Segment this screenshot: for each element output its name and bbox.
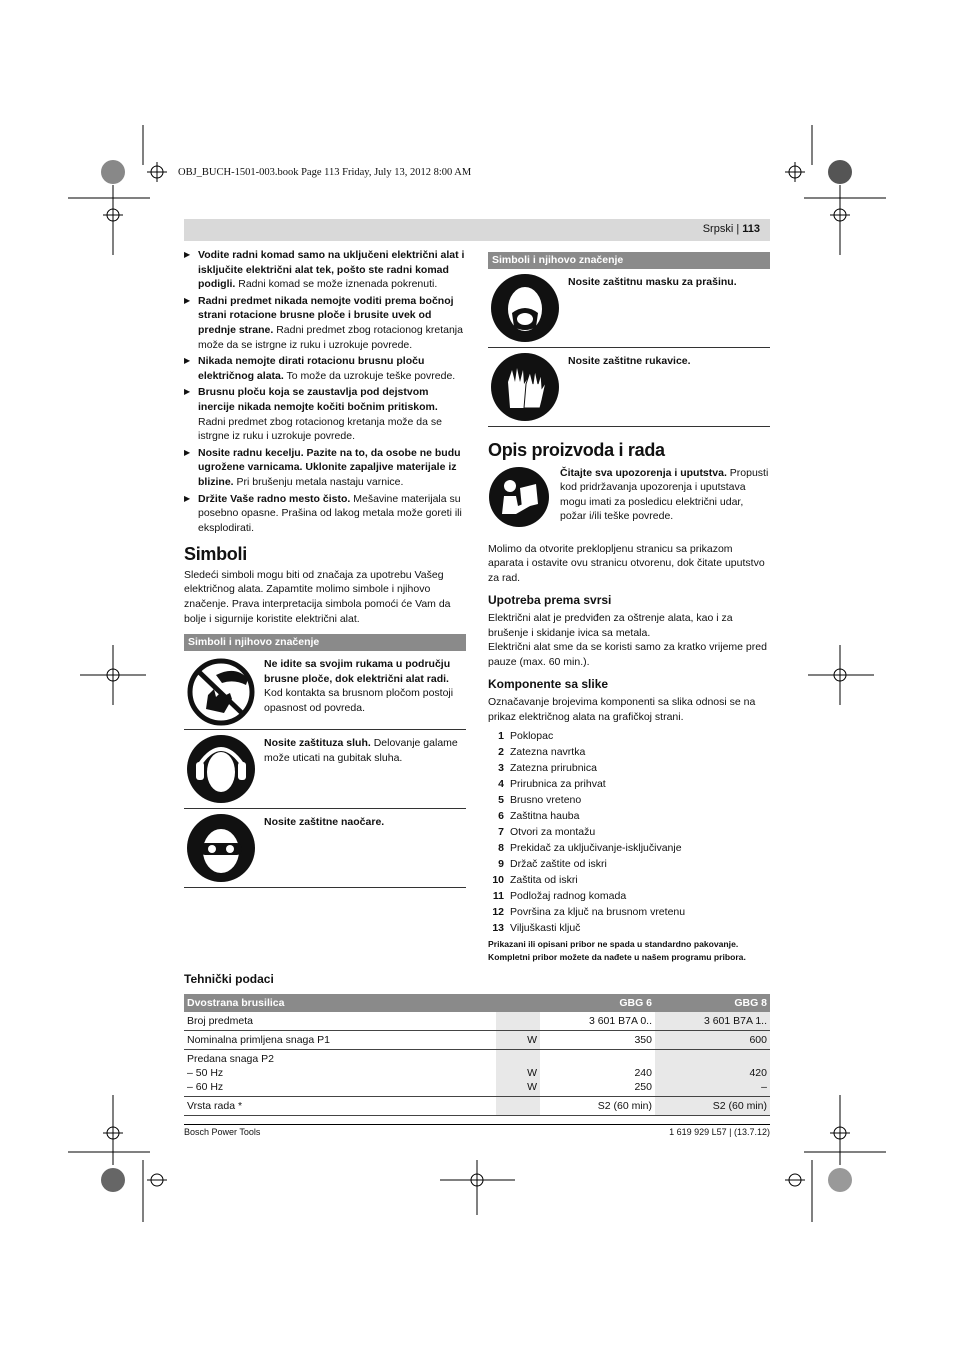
component-item: 13 Viljuškasti ključ [492, 922, 581, 935]
header-gbg6: GBG 6 [540, 994, 655, 1012]
symbol-row [184, 651, 466, 730]
safety-bullets [184, 248, 466, 535]
symbol-row [488, 348, 770, 427]
component-item: 11 Podložaj radnog komada [492, 890, 627, 903]
bullet-item: ▶ Nosite radnu kecelju. Pazite na to, da osobe ne budu ugrožene varnicama. Uklonite zapaljive materijale iz blizine. Pri brušenju metala nastaju varnice. [184, 446, 466, 490]
symbols-table-header: Simboli i njihovo značenje [488, 252, 770, 269]
bullet-item: ▶ Brusnu ploču koja se zaustavlja pod dejstvom inercije nikada nemojte kočiti bočnim pritiskom. Radni predmet zbog rotacionog kretanja može da se istrgne iz ruku i uzrokuje povrede. [184, 385, 466, 443]
page-header [184, 219, 770, 241]
simboli-heading: Simboli [184, 544, 247, 565]
safety-glasses-icon [186, 813, 256, 883]
bullet-item: ▶ Nikada nemojte dirati rotacionu brusnu ploču električnog alata. To može da uzrokuje teške povrede. [184, 354, 466, 383]
bullet-item: ▶ Radni predmet nikada nemojte voditi prema bočnoj strani rotacione brusne ploče i brusite uvek od prednje strane. Radni predmet zbog rotacionog kretanja može da se istrgne iz ruku i uzrokuje povrede. [184, 294, 466, 352]
components-heading: Komponente sa slike [488, 677, 609, 692]
read-manual-block [488, 466, 770, 542]
use-text-1: Električni alat je predviđen za oštrenje alata, kao i za brušenje i skidanje ivica sa metala. [488, 611, 733, 639]
use-text-2: Električni alat sme da se koristi samo za kratko vrijeme pred pauze (max. 60 min.). [488, 641, 767, 668]
read-manual-text: Čitajte sva upozorenja i uputstva. Propusti kod pridržavanja upozorenja i uputstava mogu imati za posledicu električni udar, požar i/ili teške povrede. [560, 466, 769, 523]
no-touch-icon [186, 657, 256, 727]
footer-rule [184, 1124, 770, 1125]
symbols-table-header: Simboli i njihovo značenje [184, 634, 466, 651]
tech-data-table [184, 994, 770, 1116]
components-intro: Označavanje brojevima komponenti sa slika odnosi se na prikaz električnog alata na grafičkoj strani. [488, 695, 756, 723]
use-heading: Upotreba prema svrsi [488, 593, 612, 608]
symbol-row [184, 809, 466, 888]
symbol-text: Ne idite sa svojim rukama u području brusne ploče, dok električni alat radi. Kod kontakta sa brusnom pločom postoji opasnost od povreda. [264, 658, 454, 715]
table-row: Broj predmeta 3 601 B7A 0.. 3 601 B7A 1.. [184, 1012, 770, 1031]
footer-right: 1 619 929 L57 | (13.7.12) [669, 1127, 770, 1137]
symbol-text: Nosite zaštitnu masku za prašinu. [568, 276, 737, 288]
read-manual-icon [488, 466, 550, 528]
component-item: 1 Poklopac [498, 730, 554, 743]
table-header-row [184, 994, 770, 1012]
gloves-icon [490, 352, 560, 422]
component-item: 12 Površina za ključ na brusnom vretenu [492, 906, 686, 919]
component-item: 6 Zaštitna hauba [498, 810, 580, 823]
component-item: 10 Zaštita od iskri [492, 874, 578, 887]
dust-mask-icon [490, 273, 560, 343]
bullet-item: ▶ Vodite radni komad samo na uključeni električni alat i isključite električni alat tek, pošto ste radni komad podigli. Radni komad se može iznenada pokrenuti. [184, 248, 466, 292]
component-item: 7 Otvori za montažu [498, 826, 596, 839]
component-item: 9 Držač zaštite od iskri [498, 858, 607, 871]
component-item: 5 Brusno vreteno [498, 794, 582, 807]
symbol-row [184, 730, 466, 809]
table-row: Vrsta rada * S2 (60 min) S2 (60 min) [184, 1097, 770, 1116]
header-gbg8: GBG 8 [655, 994, 770, 1012]
opis-heading: Opis proizvoda i rada [488, 440, 665, 460]
page-header-label: Srpski | 113 [702, 223, 760, 235]
footer-left: Bosch Power Tools [184, 1127, 261, 1137]
ear-protection-icon [186, 734, 256, 804]
component-item: 4 Prirubnica za prihvat [498, 778, 606, 791]
accessory-note: Prikazani ili opisani pribor ne spada u standardno pakovanje. Kompletni pribor možete da nađete u našem programu pribora. [488, 939, 746, 963]
table-row: Predana snaga P2 – 50 Hz – 60 Hz W W 240 250 420 – [184, 1050, 770, 1097]
tech-heading: Tehnički podaci [184, 972, 274, 986]
print-info-line: OBJ_BUCH-1501-003.book Page 113 Friday, July 13, 2012 8:00 AM [178, 167, 472, 178]
component-item: 2 Zatezna navrtka [498, 746, 586, 759]
bullet-item: ▶ Držite Vaše radno mesto čisto. Mešavine materijala su posebno opasne. Prašina od lakog metala može goreti ili eksplodirati. [184, 492, 466, 536]
symbol-text: Nosite zaštitne naočare. [264, 816, 385, 829]
components-list [488, 728, 770, 936]
right-column [488, 252, 770, 964]
header-label: Dvostrana brusilica [184, 994, 496, 1012]
fold-note: Molimo da otvorite preklopljenu stranicu sa prikazom aparata i ostavite ovu stranicu otvorenu, dok čitate uputstvo za rad. [488, 542, 765, 584]
simboli-intro: Sledeći simboli mogu biti od značaja za upotrebu Vašeg električnog alata. Zapamtite molimo simbole i njihovo značenje. Prava interpretacija simbola pomoći će Vam da bolje i sigurnije koristite električni alat. [184, 568, 451, 625]
symbol-row [488, 269, 770, 348]
table-row: Nominalna primljena snaga P1 W 350 600 [184, 1031, 770, 1050]
symbol-text: Nosite zaštitne rukavice. [568, 355, 691, 367]
symbol-text: Nosite zaštituza sluh. Delovanje galame može uticati na gubitak sluha. [264, 737, 458, 764]
component-item: 3 Zatezna prirubnica [498, 762, 597, 775]
component-item: 8 Prekidač za uključivanje-isključivanje [498, 842, 682, 855]
left-column [184, 248, 466, 888]
